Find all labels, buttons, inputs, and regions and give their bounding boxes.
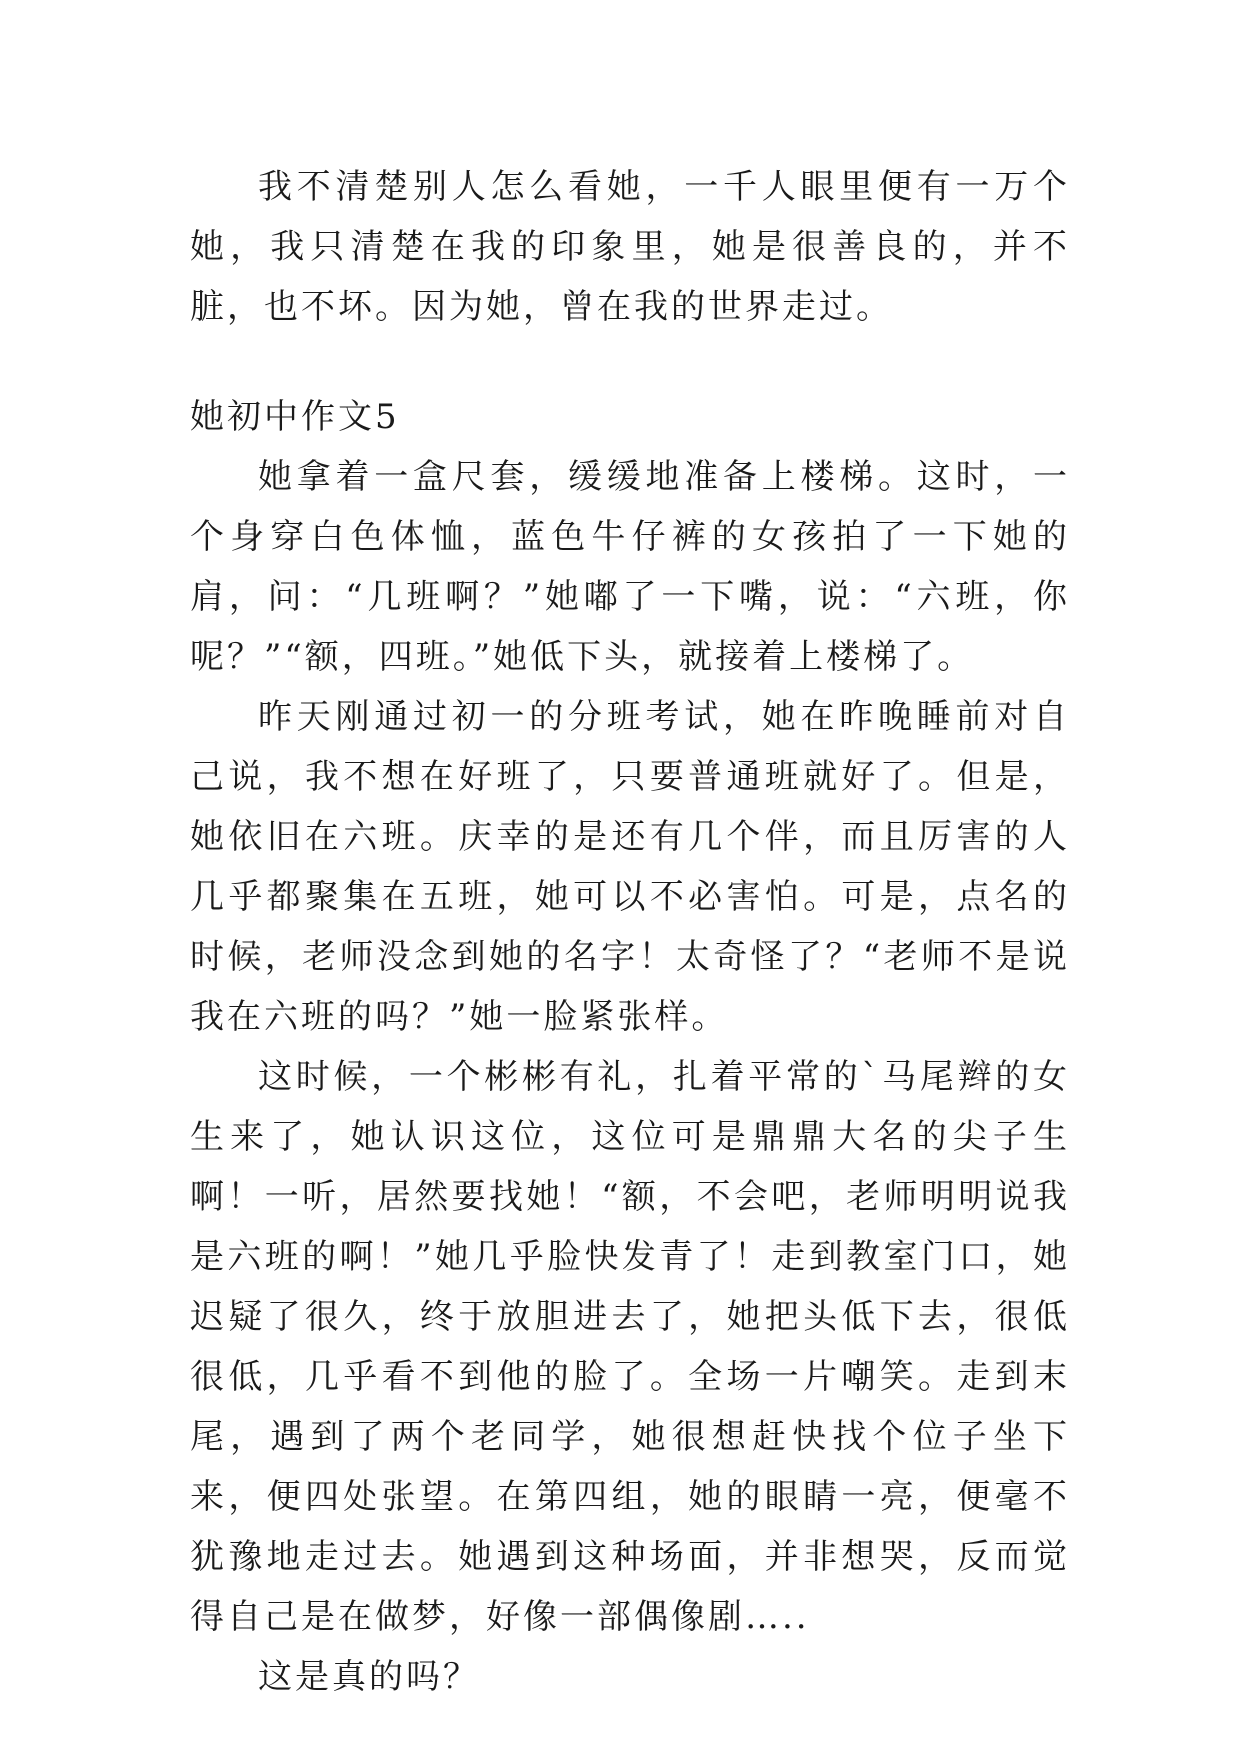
essay-body	[190, 447, 1070, 1707]
essay-paragraph-3: 这时候，一个彬彬有礼，扎着平常的`马尾辫的女生来了，她认识这位，这位可是鼎鼎大名的尖子生啊！一听，居然要找她！“额，不会吧，老师明明说我是六班的啊！”她几乎脸快发青了！走到教室门口，她迟疑了很久，终于放胆进去了，她把头低下去，很低很低，几乎看不到他的脸了。全场一片嘲笑。走到末尾，遇到了两个老同学，她很想赶快找个位子坐下来，便四处张望。在第四组，她的眼睛一亮，便毫不犹豫地走过去。她遇到这种场面，并非想哭，反而觉得自己是在做梦，好像一部偶像剧…..	[190, 1057, 1070, 1637]
essay-paragraph-2: 昨天刚通过初一的分班考试，她在昨晚睡前对自己说，我不想在好班了，只要普通班就好了。但是，她依旧在六班。庆幸的是还有几个伴，而且厉害的人几乎都聚集在五班，她可以不必害怕。可是，点名的时候，老师没念到她的名字！太奇怪了？“老师不是说我在六班的吗？”她一脸紧张样。	[190, 697, 1070, 1037]
intro-paragraph: 我不清楚别人怎么看她，一千人眼里便有一万个她，我只清楚在我的印象里，她是很善良的，并不脏，也不坏。因为她，曾在我的世界走过。	[190, 167, 1070, 327]
essay-title: 她初中作文5	[190, 397, 400, 437]
intro-section	[190, 157, 1070, 337]
essay-paragraph-1: 她拿着一盒尺套，缓缓地准备上楼梯。这时，一个身穿白色体恤，蓝色牛仔裤的女孩拍了一下她的肩，问：“几班啊？”她嘟了一下嘴，说：“六班，你呢？”“额，四班。”她低下头，就接着上楼梯了。	[190, 457, 1070, 677]
essay-heading-block	[190, 387, 1070, 447]
essay-paragraph-4: 这是真的吗？	[258, 1657, 480, 1697]
